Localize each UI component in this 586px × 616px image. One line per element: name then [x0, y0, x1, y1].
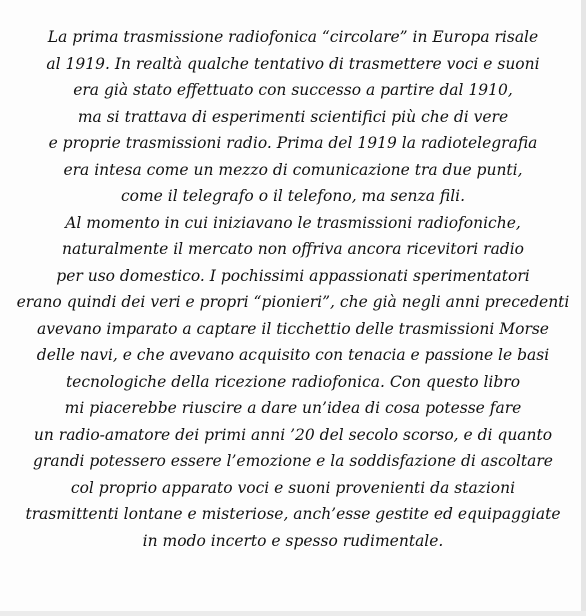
text-line: mi piacerebbe riuscire a dare un’idea di cosa potesse fare: [64, 399, 522, 417]
text-line: delle navi, e che avevano acquisito con tenacia e passione le basi: [36, 346, 550, 364]
text-line: era già stato effettuato con successo a partire dal 1910,: [73, 81, 513, 99]
text-line: in modo incerto e spesso rudimentale.: [142, 531, 444, 550]
page-edge-right: [581, 0, 586, 616]
text-line: erano quindi dei veri e propri “pionieri”, che già negli anni precedenti: [16, 293, 570, 311]
text-line: avevano imparato a captare il ticchettio delle trasmissioni Morse: [37, 319, 549, 338]
text-line: per uso domestico. I pochissimi appassionati sperimentatori: [56, 266, 530, 285]
text-line: Al momento in cui iniziavano le trasmissioni radiofoniche,: [65, 213, 521, 232]
text-line: un radio-amatore dei primi anni ’20 del secolo scorso, e di quanto: [33, 425, 553, 444]
text-line: era intesa come un mezzo di comunicazione tra due punti,: [63, 160, 523, 179]
text-line: al 1919. In realtà qualche tentativo di trasmettere voci e suoni: [46, 54, 540, 73]
text-line: trasmittenti lontane e misteriose, anch’esse gestite ed equipaggiate: [25, 505, 561, 523]
text-line: La prima trasmissione radiofonica “circolare” in Europa risale: [47, 28, 539, 46]
text-line: come il telegrafo o il telefono, ma senza fili.: [120, 187, 466, 205]
text-line: tecnologiche della ricezione radiofonica. Con questo libro: [65, 372, 521, 391]
text-line: e proprie trasmissioni radio. Prima del 1919 la radiotelegrafia: [48, 134, 538, 152]
text-line: naturalmente il mercato non offriva ancora ricevitori radio: [61, 240, 525, 258]
body-paragraph: [0, 24, 586, 554]
text-line: ma si trattava di esperimenti scientifici più che di vere: [77, 107, 509, 126]
text-line: col proprio apparato voci e suoni provenienti da stazioni: [70, 478, 516, 497]
text-line: grandi potessero essere l’emozione e la soddisfazione di ascoltare: [33, 452, 553, 470]
page-edge-bottom: [0, 611, 586, 616]
